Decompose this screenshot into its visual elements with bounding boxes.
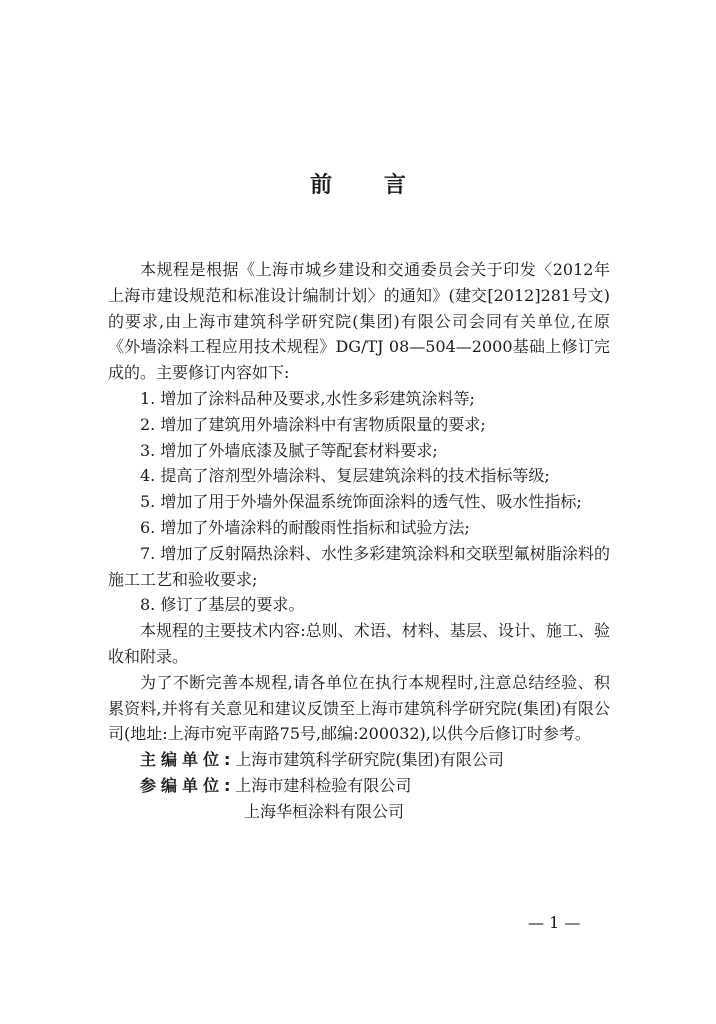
participating-editor-label: 参编单位: xyxy=(140,775,236,795)
revision-item-1: 1. 增加了涂料品种及要求,水性多彩建筑涂料等; xyxy=(140,388,475,408)
revision-item-4: 4. 提高了溶剂型外墙涂料、复层建筑涂料的技术指标等级; xyxy=(140,466,550,486)
page-number: — 1 — xyxy=(528,913,581,932)
main-content-paragraph: 本规程的主要技术内容:总则、术语、材料、基层、设计、施工、验收和附录。 xyxy=(108,621,610,666)
intro-paragraph: 本规程是根据《上海市城乡建设和交通委员会关于印发〈2012年上海市建设规范和标准设计编制计划〉的通知》(建交[2012]281号文)的要求,由上海市建筑科学研究院(集团)有限公司会同有关单位,在原《外墙涂料工程应用技术规程》DG/TJ 08—504—2000基础上修订完成的。主要修订内容如下: xyxy=(108,260,610,383)
preface-body xyxy=(108,257,610,825)
feedback-paragraph: 为了不断完善本规程,请各单位在执行本规程时,注意总结经验、积累资料,并将有关意见和建议反馈至上海市建筑科学研究院(集团)有限公司(地址:上海市宛平南路75号,邮编:200032),以供今后修订时参考。 xyxy=(108,672,610,744)
participating-editor-value: 上海市建科检验有限公司 xyxy=(235,775,412,795)
revision-item-6: 6. 增加了外墙涂料的耐酸雨性指标和试验方法; xyxy=(140,517,470,537)
revision-item-5: 5. 增加了用于外墙外保温系统饰面涂料的透气性、吸水性指标; xyxy=(140,492,582,512)
revision-item-8: 8. 修订了基层的要求。 xyxy=(140,595,305,615)
revision-item-2: 2. 增加了建筑用外墙涂料中有害物质限量的要求; xyxy=(140,414,486,434)
participating-editor-row xyxy=(108,773,610,799)
chief-editor-row xyxy=(108,747,610,773)
page-title: 前 言 xyxy=(310,173,428,198)
revision-item-7: 7. 增加了反射隔热涂料、水性多彩建筑涂料和交联型氟树脂涂料的施工工艺和验收要求; xyxy=(108,543,610,589)
chief-editor-label: 主编单位: xyxy=(140,750,236,770)
chief-editor-value: 上海市建筑科学研究院(集团)有限公司 xyxy=(235,750,504,770)
revision-item-3: 3. 增加了外墙底漆及腻子等配套材料要求; xyxy=(140,440,438,460)
participating-editor-extra: 上海华桓涂料有限公司 xyxy=(244,801,405,821)
